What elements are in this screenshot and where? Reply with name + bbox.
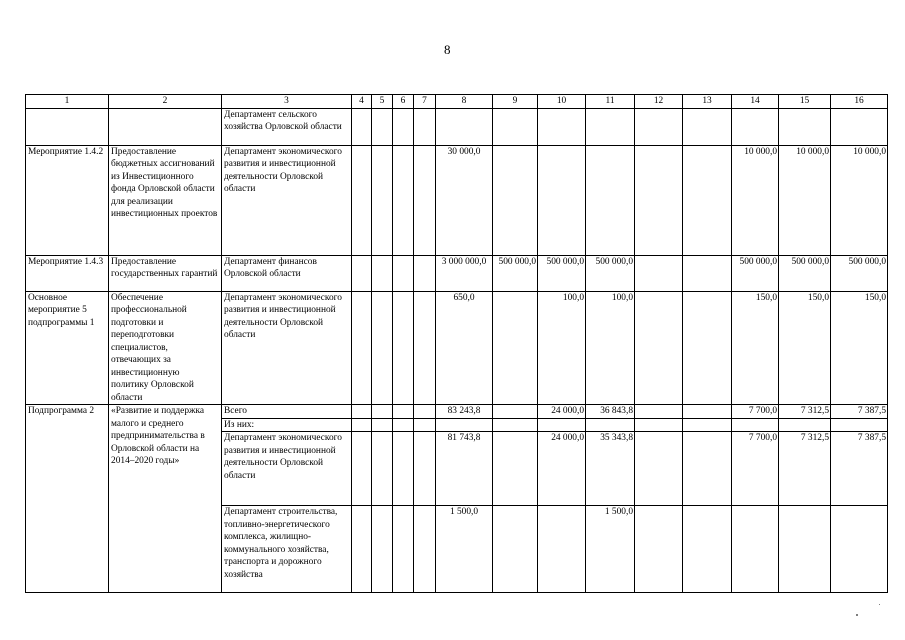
empty-cell	[393, 405, 414, 419]
amount-col10: 24 000,0	[538, 405, 586, 419]
empty-cell	[635, 418, 683, 432]
responsible-executor: Департамент экономического развития и инвестиционной деятельности Орловской области	[222, 432, 352, 506]
amount-col9	[493, 108, 538, 145]
amount-col15: 10 000,0	[779, 145, 831, 255]
amount-col16	[831, 506, 888, 593]
activity-description	[109, 108, 222, 145]
empty-cell	[393, 506, 414, 593]
amount-col10: 500 000,0	[538, 255, 586, 291]
amount-col16	[831, 108, 888, 145]
empty-cell	[352, 291, 372, 405]
activity-description: Предоставление бюджетных ассигнований из Инвестиционного фонда Орловской области для реализации инвестиционных проектов	[109, 145, 222, 255]
amount-col14	[732, 506, 779, 593]
activity-code	[26, 108, 109, 145]
amount-col16: 7 387,5	[831, 405, 888, 419]
table-row	[26, 405, 888, 419]
amount-col16: 10 000,0	[831, 145, 888, 255]
empty-cell	[635, 291, 683, 405]
empty-cell	[635, 255, 683, 291]
amount-col14	[732, 108, 779, 145]
empty-cell	[635, 432, 683, 506]
amount-col15: 7 312,5	[779, 432, 831, 506]
empty-cell	[393, 145, 414, 255]
empty-cell	[352, 108, 372, 145]
table-row	[26, 108, 888, 145]
amount-col16	[831, 418, 888, 432]
amount-col9	[493, 291, 538, 405]
activity-description: Обеспечение профессиональной подготовки и переподготовки специалистов, отвечающих за инвестиционную политику Орловской области	[109, 291, 222, 405]
empty-cell	[414, 418, 436, 432]
empty-cell	[372, 418, 393, 432]
empty-cell	[683, 405, 732, 419]
header-row	[26, 95, 888, 109]
amount-col15	[779, 506, 831, 593]
amount-col11	[586, 418, 635, 432]
amount-col9	[493, 405, 538, 419]
empty-cell	[372, 291, 393, 405]
amount-col14: 150,0	[732, 291, 779, 405]
empty-cell	[414, 506, 436, 593]
amount-total	[436, 418, 493, 432]
amount-col14: 7 700,0	[732, 405, 779, 419]
amount-col15	[779, 418, 831, 432]
table-row	[26, 145, 888, 255]
amount-col15: 150,0	[779, 291, 831, 405]
header-cell: 8	[436, 95, 493, 109]
empty-cell	[414, 108, 436, 145]
amount-col16: 150,0	[831, 291, 888, 405]
amount-col11: 100,0	[586, 291, 635, 405]
header-cell: 11	[586, 95, 635, 109]
empty-cell	[683, 432, 732, 506]
header-cell: 7	[414, 95, 436, 109]
empty-cell	[352, 418, 372, 432]
empty-cell	[635, 108, 683, 145]
header-cell: 14	[732, 95, 779, 109]
amount-total: 1 500,0	[436, 506, 493, 593]
empty-cell	[393, 291, 414, 405]
header-cell: 10	[538, 95, 586, 109]
empty-cell	[414, 145, 436, 255]
empty-cell	[372, 432, 393, 506]
header-cell: 1	[26, 95, 109, 109]
amount-col9	[493, 506, 538, 593]
amount-total	[436, 108, 493, 145]
empty-cell	[372, 405, 393, 419]
header-cell: 9	[493, 95, 538, 109]
amount-col10: 100,0	[538, 291, 586, 405]
amount-col10	[538, 418, 586, 432]
responsible-executor: Департамент финансов Орловской области	[222, 255, 352, 291]
amount-col11: 35 343,8	[586, 432, 635, 506]
empty-cell	[683, 108, 732, 145]
amount-col16: 7 387,5	[831, 432, 888, 506]
amount-col11: 36 843,8	[586, 405, 635, 419]
amount-col11	[586, 145, 635, 255]
amount-col15: 500 000,0	[779, 255, 831, 291]
amount-total: 83 243,8	[436, 405, 493, 419]
amount-col14: 7 700,0	[732, 432, 779, 506]
amount-col11	[586, 108, 635, 145]
activity-code: Мероприятие 1.4.2	[26, 145, 109, 255]
empty-cell	[352, 405, 372, 419]
empty-cell	[414, 432, 436, 506]
activity-code: Основное мероприятие 5 подпрограммы 1	[26, 291, 109, 405]
responsible-executor: Всего	[222, 405, 352, 419]
empty-cell	[352, 255, 372, 291]
empty-cell	[635, 405, 683, 419]
empty-cell	[683, 291, 732, 405]
amount-col11: 1 500,0	[586, 506, 635, 593]
empty-cell	[414, 291, 436, 405]
amount-col10	[538, 145, 586, 255]
empty-cell	[635, 506, 683, 593]
empty-cell	[352, 145, 372, 255]
header-cell: 13	[683, 95, 732, 109]
page-number: 8	[444, 42, 451, 57]
scan-speck	[879, 604, 880, 605]
amount-col15: 7 312,5	[779, 405, 831, 419]
amount-col14	[732, 418, 779, 432]
amount-col9: 500 000,0	[493, 255, 538, 291]
empty-cell	[352, 432, 372, 506]
amount-total: 3 000 000,0	[436, 255, 493, 291]
empty-cell	[372, 506, 393, 593]
amount-col9	[493, 145, 538, 255]
header-cell: 5	[372, 95, 393, 109]
empty-cell	[683, 418, 732, 432]
table-row	[26, 291, 888, 405]
header-cell: 15	[779, 95, 831, 109]
empty-cell	[683, 506, 732, 593]
activity-code: Мероприятие 1.4.3	[26, 255, 109, 291]
empty-cell	[414, 405, 436, 419]
amount-col10: 24 000,0	[538, 432, 586, 506]
empty-cell	[372, 145, 393, 255]
amount-col10	[538, 108, 586, 145]
header-cell: 4	[352, 95, 372, 109]
empty-cell	[393, 255, 414, 291]
amount-col14: 10 000,0	[732, 145, 779, 255]
subprogram-code: Подпрограмма 2	[26, 405, 109, 593]
header-cell: 16	[831, 95, 888, 109]
header-cell: 2	[109, 95, 222, 109]
scan-speck	[856, 614, 858, 616]
amount-col10	[538, 506, 586, 593]
empty-cell	[372, 255, 393, 291]
empty-cell	[393, 108, 414, 145]
responsible-executor: Департамент экономического развития и инвестиционной деятельности Орловской области	[222, 291, 352, 405]
responsible-executor: Департамент сельского хозяйства Орловской области	[222, 108, 352, 145]
amount-total: 30 000,0	[436, 145, 493, 255]
empty-cell	[635, 145, 683, 255]
empty-cell	[372, 108, 393, 145]
activity-description: Предоставление государственных гарантий	[109, 255, 222, 291]
amount-col11: 500 000,0	[586, 255, 635, 291]
amount-col9	[493, 418, 538, 432]
empty-cell	[352, 506, 372, 593]
empty-cell	[414, 255, 436, 291]
amount-total: 650,0	[436, 291, 493, 405]
subprogram-title: «Развитие и поддержка малого и среднего предпринимательства в Орловской области на 2014–2020 годы»	[109, 405, 222, 593]
amount-total: 81 743,8	[436, 432, 493, 506]
amount-col16: 500 000,0	[831, 255, 888, 291]
header-cell: 12	[635, 95, 683, 109]
header-cell: 6	[393, 95, 414, 109]
amount-col14: 500 000,0	[732, 255, 779, 291]
table-row	[26, 255, 888, 291]
responsible-executor: Департамент строительства, топливно-энергетического комплекса, жилищно-коммунального хозяйства, транспорта и дорожного хозяйства	[222, 506, 352, 593]
empty-cell	[393, 418, 414, 432]
empty-cell	[683, 255, 732, 291]
budget-table	[25, 94, 888, 593]
empty-cell	[683, 145, 732, 255]
empty-cell	[393, 432, 414, 506]
amount-col9	[493, 432, 538, 506]
header-cell: 3	[222, 95, 352, 109]
responsible-executor: Департамент экономического развития и инвестиционной деятельности Орловской области	[222, 145, 352, 255]
amount-col15	[779, 108, 831, 145]
responsible-executor: Из них:	[222, 418, 352, 432]
